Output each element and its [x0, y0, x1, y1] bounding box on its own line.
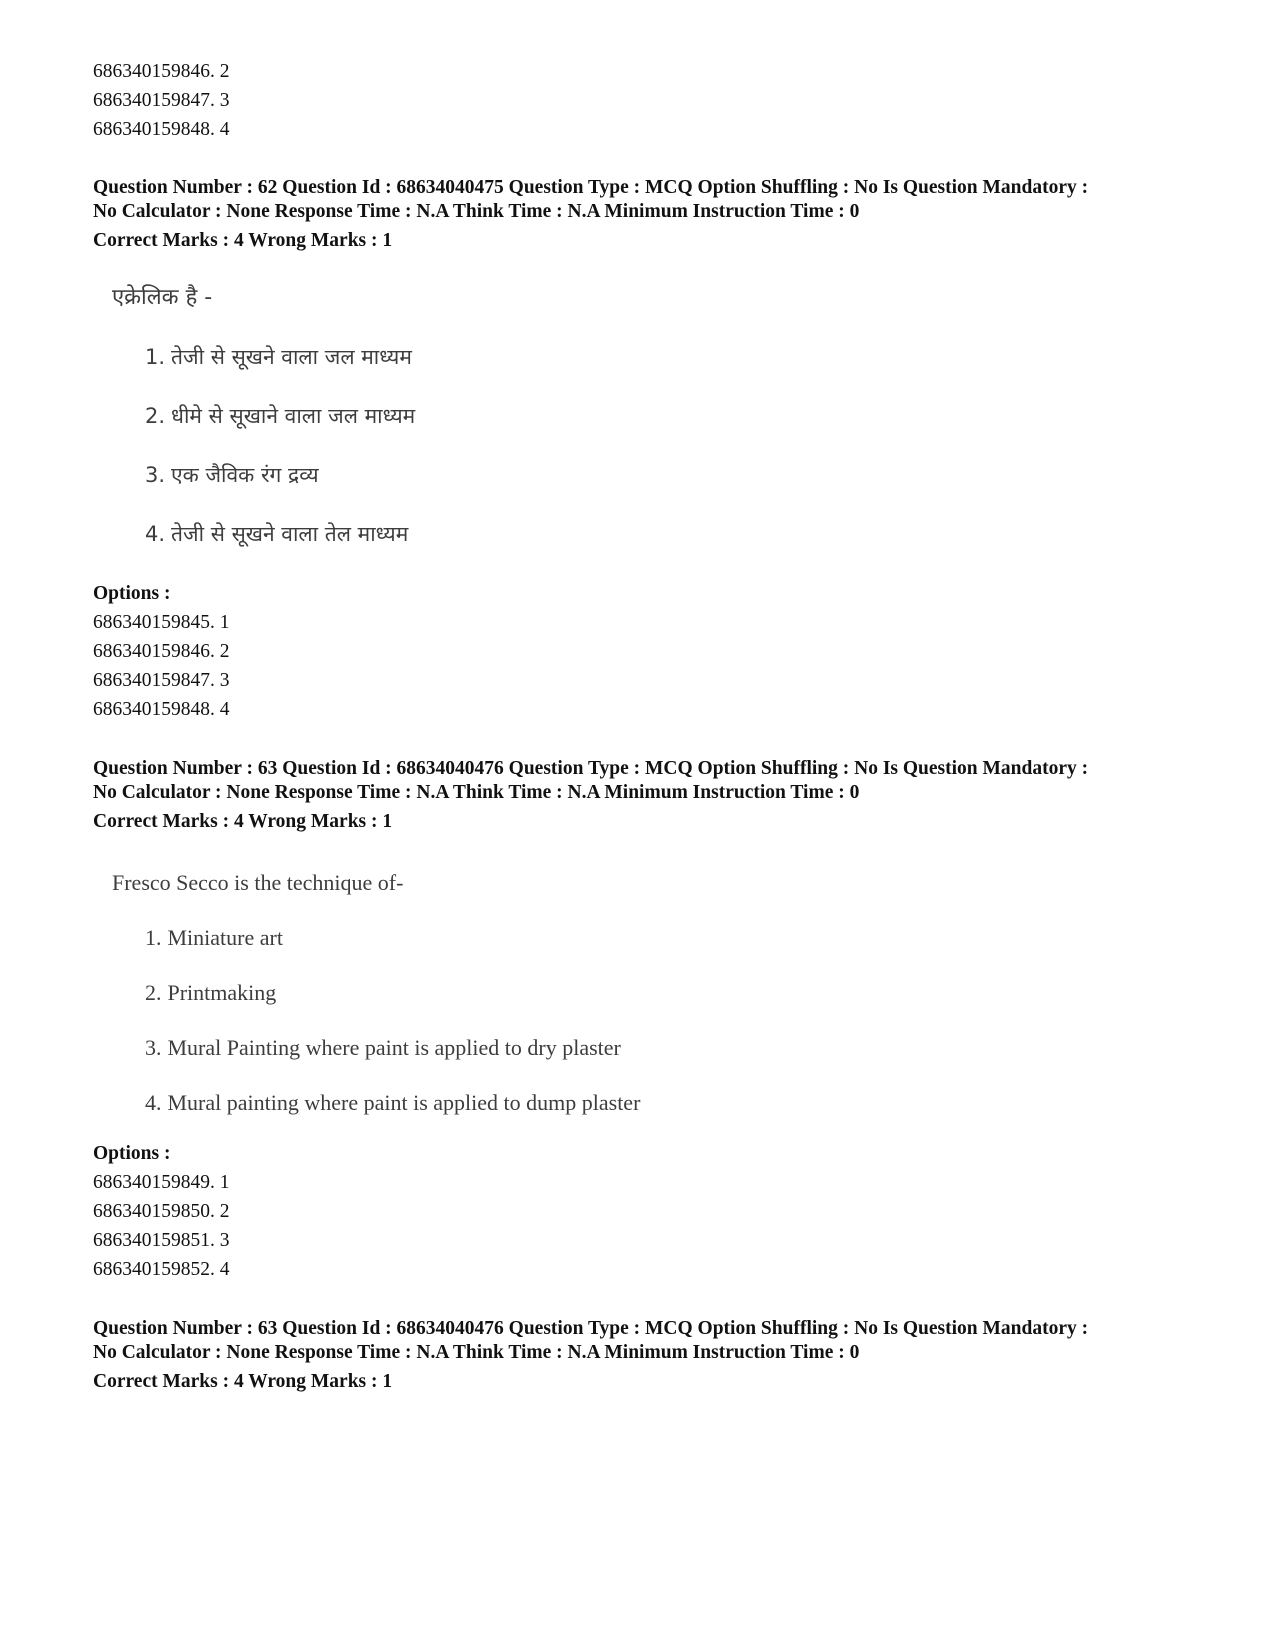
options-list-63	[93, 1139, 1213, 1284]
choice-text: एक जैविक रंग द्रव्य	[171, 463, 319, 487]
option-line: 686340159850. 2	[93, 1201, 230, 1222]
question-marks: Correct Marks : 4 Wrong Marks : 1	[93, 230, 393, 251]
choice-number: 3.	[145, 463, 166, 487]
option-line: 686340159846. 2	[93, 641, 230, 662]
choice-text: Mural painting where paint is applied to dump plaster	[167, 1090, 641, 1115]
question-meta-line1: Question Number : 62 Question Id : 68634040475 Question Type : MCQ Option Shuffling : No Is Question Mandatory :	[93, 177, 1089, 198]
question-body-62	[112, 283, 415, 549]
option-line: 686340159846. 2	[93, 61, 230, 82]
question-stem: Fresco Secco is the technique of-	[112, 870, 404, 895]
option-line: 686340159849. 1	[93, 1172, 230, 1193]
choice-number: 2.	[145, 404, 166, 428]
question-header-62	[93, 176, 1213, 253]
question-body-63	[112, 869, 640, 1117]
question-meta-line1: Question Number : 63 Question Id : 68634040476 Question Type : MCQ Option Shuffling : No Is Question Mandatory :	[93, 758, 1089, 779]
choice-text: Mural Painting where paint is applied to dry plaster	[167, 1035, 621, 1060]
question-meta-line2: No Calculator : None Response Time : N.A Think Time : N.A Minimum Instruction Time : 0	[93, 201, 860, 222]
question-choice	[145, 460, 415, 490]
question-meta-line2: No Calculator : None Response Time : N.A Think Time : N.A Minimum Instruction Time : 0	[93, 1342, 860, 1363]
choice-text: Printmaking	[167, 980, 277, 1005]
question-choice	[145, 1089, 640, 1117]
choice-number: 2.	[145, 980, 162, 1005]
choice-number: 4.	[145, 522, 166, 546]
question-choice	[145, 519, 415, 549]
question-stem: एक्रेलिक है -	[112, 285, 213, 310]
option-line: 686340159845. 1	[93, 612, 230, 633]
previous-options-list	[93, 57, 1213, 144]
question-marks: Correct Marks : 4 Wrong Marks : 1	[93, 1371, 393, 1392]
choice-number: 1.	[145, 345, 166, 369]
question-choice	[145, 924, 640, 952]
question-choice	[145, 979, 640, 1007]
options-list-62	[93, 579, 1213, 724]
question-choice	[145, 342, 415, 372]
question-meta-line2: No Calculator : None Response Time : N.A Think Time : N.A Minimum Instruction Time : 0	[93, 782, 860, 803]
choice-number: 3.	[145, 1035, 162, 1060]
option-line: 686340159852. 4	[93, 1259, 230, 1280]
option-line: 686340159848. 4	[93, 119, 230, 140]
choice-text: तेजी से सूखने वाला जल माध्यम	[171, 345, 412, 369]
option-line: 686340159847. 3	[93, 670, 230, 691]
question-header-63	[93, 757, 1213, 834]
question-choice	[145, 1034, 640, 1062]
choice-number: 1.	[145, 925, 162, 950]
options-label: Options :	[93, 583, 171, 604]
question-choice	[145, 401, 415, 431]
question-header-63-repeat	[93, 1317, 1213, 1394]
question-meta-line1: Question Number : 63 Question Id : 68634040476 Question Type : MCQ Option Shuffling : No Is Question Mandatory :	[93, 1318, 1089, 1339]
question-marks: Correct Marks : 4 Wrong Marks : 1	[93, 811, 393, 832]
option-line: 686340159851. 3	[93, 1230, 230, 1251]
choice-text: Miniature art	[167, 925, 283, 950]
option-line: 686340159848. 4	[93, 699, 230, 720]
choice-text: तेजी से सूखने वाला तेल माध्यम	[171, 522, 409, 546]
options-label: Options :	[93, 1143, 171, 1164]
choice-text: धीमे से सूखाने वाला जल माध्यम	[171, 404, 416, 428]
choice-number: 4.	[145, 1090, 162, 1115]
option-line: 686340159847. 3	[93, 90, 230, 111]
